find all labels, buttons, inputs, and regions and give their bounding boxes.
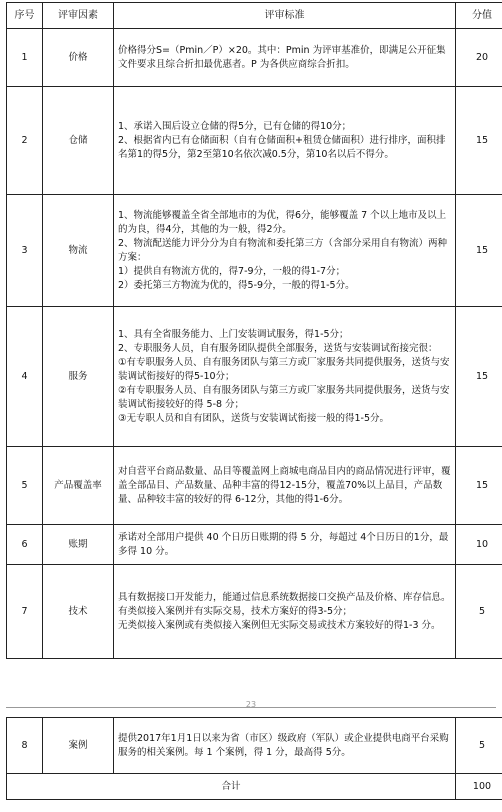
row-item: 案例 [43, 718, 114, 774]
criteria-line: ①有专职服务人员、自有服务团队与第三方或厂家服务共同提供服务，送货与安装调试衔接好的得5-10分； [118, 356, 450, 382]
criteria-line: ②有专职服务人员、自有服务团队与第三方或厂家服务共同提供服务，送货与安装调试衔接较好的得 5-8 分； [118, 384, 450, 410]
criteria-table-part1 [6, 2, 502, 659]
criteria-line: 2、根据省内已有仓储面积（自有仓储面积+租赁仓储面积）进行排序，面积排名第1的得5分，第2至第10名依次减0.5分，第10名以后不得分。 [118, 134, 446, 160]
criteria-line: 具有数据接口开发能力，能通过信息系统数据接口交换产品及价格、库存信息。 [118, 591, 451, 603]
header-item: 评审因素 [43, 3, 114, 29]
criteria-line: 1、承诺入围后设立仓储的得5分，已有仓储的得10分； [118, 120, 352, 132]
row-num: 4 [7, 307, 43, 447]
row-item: 价格 [43, 29, 114, 87]
criteria-line: 2、物流配送能力评分分为自有物流和委托第三方（含部分采用自有物流）两种方案： [118, 237, 448, 263]
table-header-row [7, 3, 502, 29]
criteria-line: 2、专职服务人员，自有服务团队提供全部服务，送货与安装调试衔接完很： [118, 342, 438, 354]
criteria-line: 2）委托第三方物流为优的，得5-9分，一般的得1-5分。 [118, 279, 355, 291]
row-item: 仓储 [43, 87, 114, 195]
row-num: 1 [7, 29, 43, 87]
criteria-line: 价格得分S=（Pmin／P）×20。其中：Pmin 为评审基准价，即满足公开征集文件要求且综合折扣最优惠者。P 为各供应商综合折扣。 [118, 44, 446, 70]
table-row [7, 525, 502, 565]
row-score: 15 [456, 195, 502, 307]
row-item: 服务 [43, 307, 114, 447]
total-row [7, 774, 502, 800]
table-row [7, 307, 502, 447]
criteria-line: 无类似接入案例或有类似接入案例但无实际交易或技术方案较好的得1-3 分。 [118, 619, 441, 631]
table-row [7, 87, 502, 195]
row-score: 15 [456, 307, 502, 447]
row-criteria [114, 565, 456, 659]
row-score: 20 [456, 29, 502, 87]
criteria-line: 承诺对全部用户提供 40 个日历日账期的得 5 分，每超过 4个日历日的1分，最多得 10 分。 [118, 531, 449, 557]
table-row [7, 29, 502, 87]
criteria-line: 有类似接入案例并有实际交易，技术方案好的得3-5分； [118, 605, 353, 617]
row-num: 5 [7, 447, 43, 525]
row-item: 账期 [43, 525, 114, 565]
row-item: 技术 [43, 565, 114, 659]
row-num: 6 [7, 525, 43, 565]
row-criteria [114, 307, 456, 447]
row-num: 3 [7, 195, 43, 307]
row-num: 8 [7, 718, 43, 774]
criteria-line: ③无专职人员和自有团队，送货与安装调试衔接一般的得1-5分。 [118, 412, 390, 424]
total-label: 合计 [7, 774, 456, 800]
table-row [7, 195, 502, 307]
total-score: 100 [456, 774, 502, 800]
row-score: 5 [456, 565, 502, 659]
row-criteria [114, 525, 456, 565]
row-item: 产品覆盖率 [43, 447, 114, 525]
row-score: 5 [456, 718, 502, 774]
row-criteria [114, 718, 456, 774]
criteria-line: 1）提供自有物流方优的，得7-9分，一般的得1-7分； [118, 265, 346, 277]
row-score: 10 [456, 525, 502, 565]
criteria-line: 1、具有全省服务能力、上门安装调试服务，得1-5分； [118, 328, 349, 340]
table-row [7, 565, 502, 659]
row-criteria [114, 29, 456, 87]
table-row [7, 718, 502, 774]
criteria-table-part2 [6, 717, 502, 800]
row-criteria [114, 195, 456, 307]
row-criteria [114, 447, 456, 525]
row-score: 15 [456, 447, 502, 525]
header-score: 分值 [456, 3, 502, 29]
row-num: 7 [7, 565, 43, 659]
row-criteria [114, 87, 456, 195]
table-row [7, 447, 502, 525]
row-num: 2 [7, 87, 43, 195]
page-break [6, 702, 496, 714]
criteria-line: 对自营平台商品数量、品目等覆盖网上商城电商品目内的商品情况进行评审，覆盖全部品目、产品数量、品种丰富的得12-15分，覆盖70%以上品目，产品数量、品种较丰富的较好的得 6-12分，其他的得1-6分。 [118, 465, 451, 505]
row-item: 物流 [43, 195, 114, 307]
criteria-line: 提供2017年1月1日以来为省（市区）级政府（军队）或企业提供电商平台采购服务的相关案例。每 1 个案例，得 1 分，最高得 5分。 [118, 732, 449, 758]
row-score: 15 [456, 87, 502, 195]
criteria-line: 1、物流能够覆盖全省全部地市的为优，得6分，能够覆盖 7 个以上地市及以上的为良，得4分，其他的为一般，得2分。 [118, 209, 447, 235]
header-num: 序号 [7, 3, 43, 29]
page-number: 23 [245, 700, 257, 709]
header-criteria: 评审标准 [114, 3, 456, 29]
